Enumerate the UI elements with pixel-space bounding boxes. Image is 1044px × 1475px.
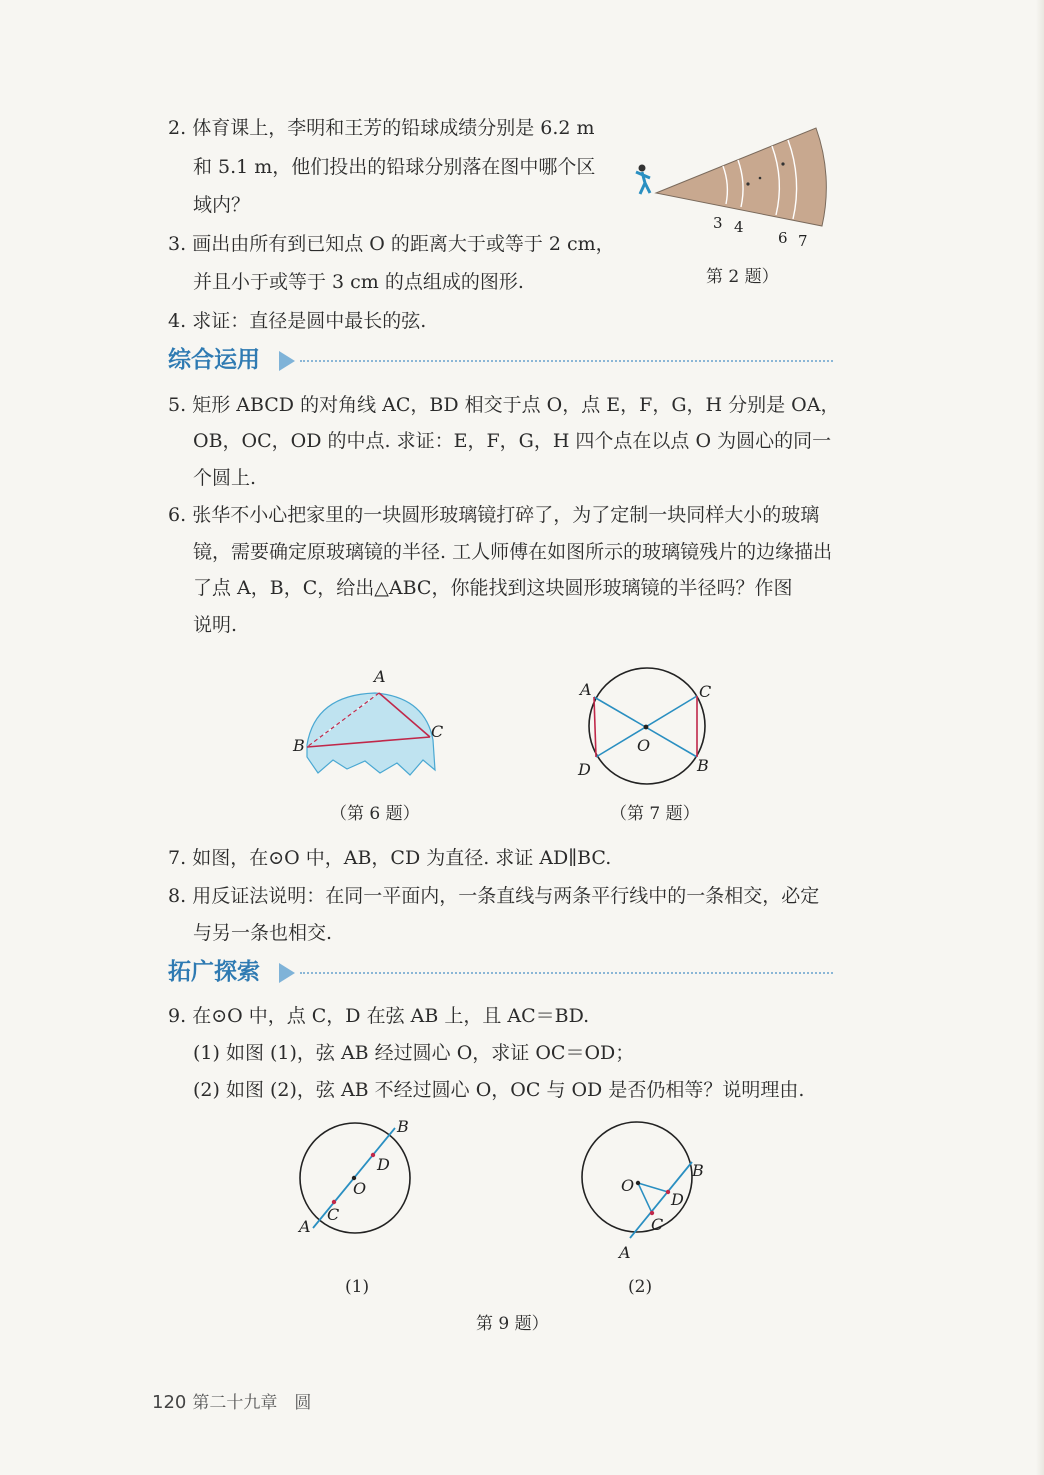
point-label-A: A <box>374 667 386 686</box>
ring-label-3: 3 <box>713 214 723 232</box>
point-label-C: C <box>651 1215 664 1234</box>
problem-2-line-2: 和 5.1 m，他们投出的铅球分别落在图中哪个区 <box>193 156 596 178</box>
segment-OC <box>638 1183 652 1213</box>
problem-8-line-1: 8. 用反证法说明：在同一平面内，一条直线与两条平行线中的一条相交，必定 <box>168 885 820 907</box>
point-label-O: O <box>637 736 651 755</box>
point-label-A: A <box>299 1217 311 1236</box>
point-label-C: C <box>327 1205 340 1224</box>
problem-5-line-2: OB，OC，OD 的中点. 求证：E，F，G，H 四个点在以点 O 为圆心的同一 <box>193 430 832 452</box>
ring-label-7: 7 <box>798 232 808 250</box>
problem-6-line-1: 6. 张华不小心把家里的一块圆形玻璃镜打碎了，为了定制一块同样大小的玻璃 <box>168 504 820 526</box>
problem-5-line-3: 个圆上. <box>193 467 257 489</box>
problem-9-line-3: (2) 如图 (2)，弦 AB 不经过圆心 O，OC 与 OD 是否仍相等？说明理由. <box>193 1079 805 1101</box>
segment-AD <box>594 697 596 757</box>
section-comprehensive <box>168 345 833 375</box>
point-label-B: B <box>697 756 709 775</box>
figure-9-caption: 第 9 题） <box>476 1314 549 1334</box>
figure-9-2-circle <box>570 1110 720 1260</box>
section-divider <box>300 972 833 974</box>
point-label-O: O <box>621 1176 635 1195</box>
problem-7-line-1: 7. 如图，在⊙O 中，AB，CD 为直径. 求证 AD∥BC. <box>168 847 612 869</box>
point-label-D: D <box>671 1190 684 1209</box>
problem-2-line-1: 2. 体育课上，李明和王芳的铅球成绩分别是 6.2 m <box>168 117 595 139</box>
section-arrow-icon <box>279 351 295 371</box>
circle-O <box>582 1122 692 1232</box>
figure-6-broken-mirror <box>285 665 445 785</box>
point-label-A: A <box>619 1243 631 1260</box>
page-edge-shadow <box>1036 0 1044 1475</box>
problem-2-line-3: 域内？ <box>193 194 251 216</box>
problem-6-line-3: 了点 A，B，C，给出△ABC，你能找到这块圆形玻璃镜的半径吗？作图 <box>193 577 793 599</box>
page-number: 120 <box>152 1392 187 1413</box>
section-title: 拓广探索 <box>168 959 260 985</box>
figure-6-caption: （第 6 题） <box>330 804 420 824</box>
point-label-C: C <box>699 682 712 701</box>
fan-sector <box>656 128 826 226</box>
problem-6-line-4: 说明. <box>193 614 238 636</box>
page-footer <box>152 1388 311 1413</box>
figure-2-shot-put-sector <box>628 120 838 250</box>
point-label-C: C <box>431 722 444 741</box>
problem-4-line-1: 4. 求证：直径是圆中最长的弦. <box>168 310 427 332</box>
figure-9-1-caption: (1) <box>345 1277 370 1297</box>
point-label-D: D <box>578 760 591 779</box>
segment-OD <box>638 1183 668 1192</box>
section-extension <box>168 957 833 987</box>
problem-6-line-2: 镜，需要确定原玻璃镜的半径. 工人师傅在如图所示的玻璃镜残片的边缘描出 <box>193 541 833 563</box>
figure-7-circle <box>572 655 722 790</box>
mirror-shard <box>307 693 435 775</box>
point-label-D: D <box>377 1155 390 1174</box>
problem-5-line-1: 5. 矩形 ABCD 的对角线 AC，BD 相交于点 O，点 E，F，G，H 分别是 OA， <box>168 394 840 416</box>
point-label-B: B <box>397 1117 409 1136</box>
section-title: 综合运用 <box>168 347 260 373</box>
point-label-O: O <box>353 1179 367 1198</box>
problem-9-line-2: (1) 如图 (1)，弦 AB 经过圆心 O，求证 OC＝OD； <box>193 1042 635 1064</box>
figure-9-1-circle <box>285 1110 425 1245</box>
problem-9-line-1: 9. 在⊙O 中，点 C，D 在弦 AB 上，且 AC＝BD. <box>168 1005 590 1027</box>
point-label-B: B <box>692 1161 704 1180</box>
figure-7-caption: （第 7 题） <box>610 804 700 824</box>
figure-2-caption: 第 2 题） <box>706 267 779 287</box>
chapter-title: 第二十九章 圆 <box>192 1393 312 1413</box>
point-label-A: A <box>580 680 592 699</box>
problem-3-line-2: 并且小于或等于 3 cm 的点组成的图形. <box>193 271 524 293</box>
athlete-icon <box>636 165 650 195</box>
figure-9-2-caption: (2) <box>628 1277 653 1297</box>
section-arrow-icon <box>279 963 295 983</box>
section-divider <box>300 360 833 362</box>
problem-8-line-2: 与另一条也相交. <box>193 922 333 944</box>
problem-3-line-1: 3. 画出由所有到已知点 O 的距离大于或等于 2 cm， <box>168 233 615 255</box>
ring-label-4: 4 <box>734 218 744 236</box>
ring-label-6: 6 <box>778 229 788 247</box>
point-label-B: B <box>293 736 305 755</box>
